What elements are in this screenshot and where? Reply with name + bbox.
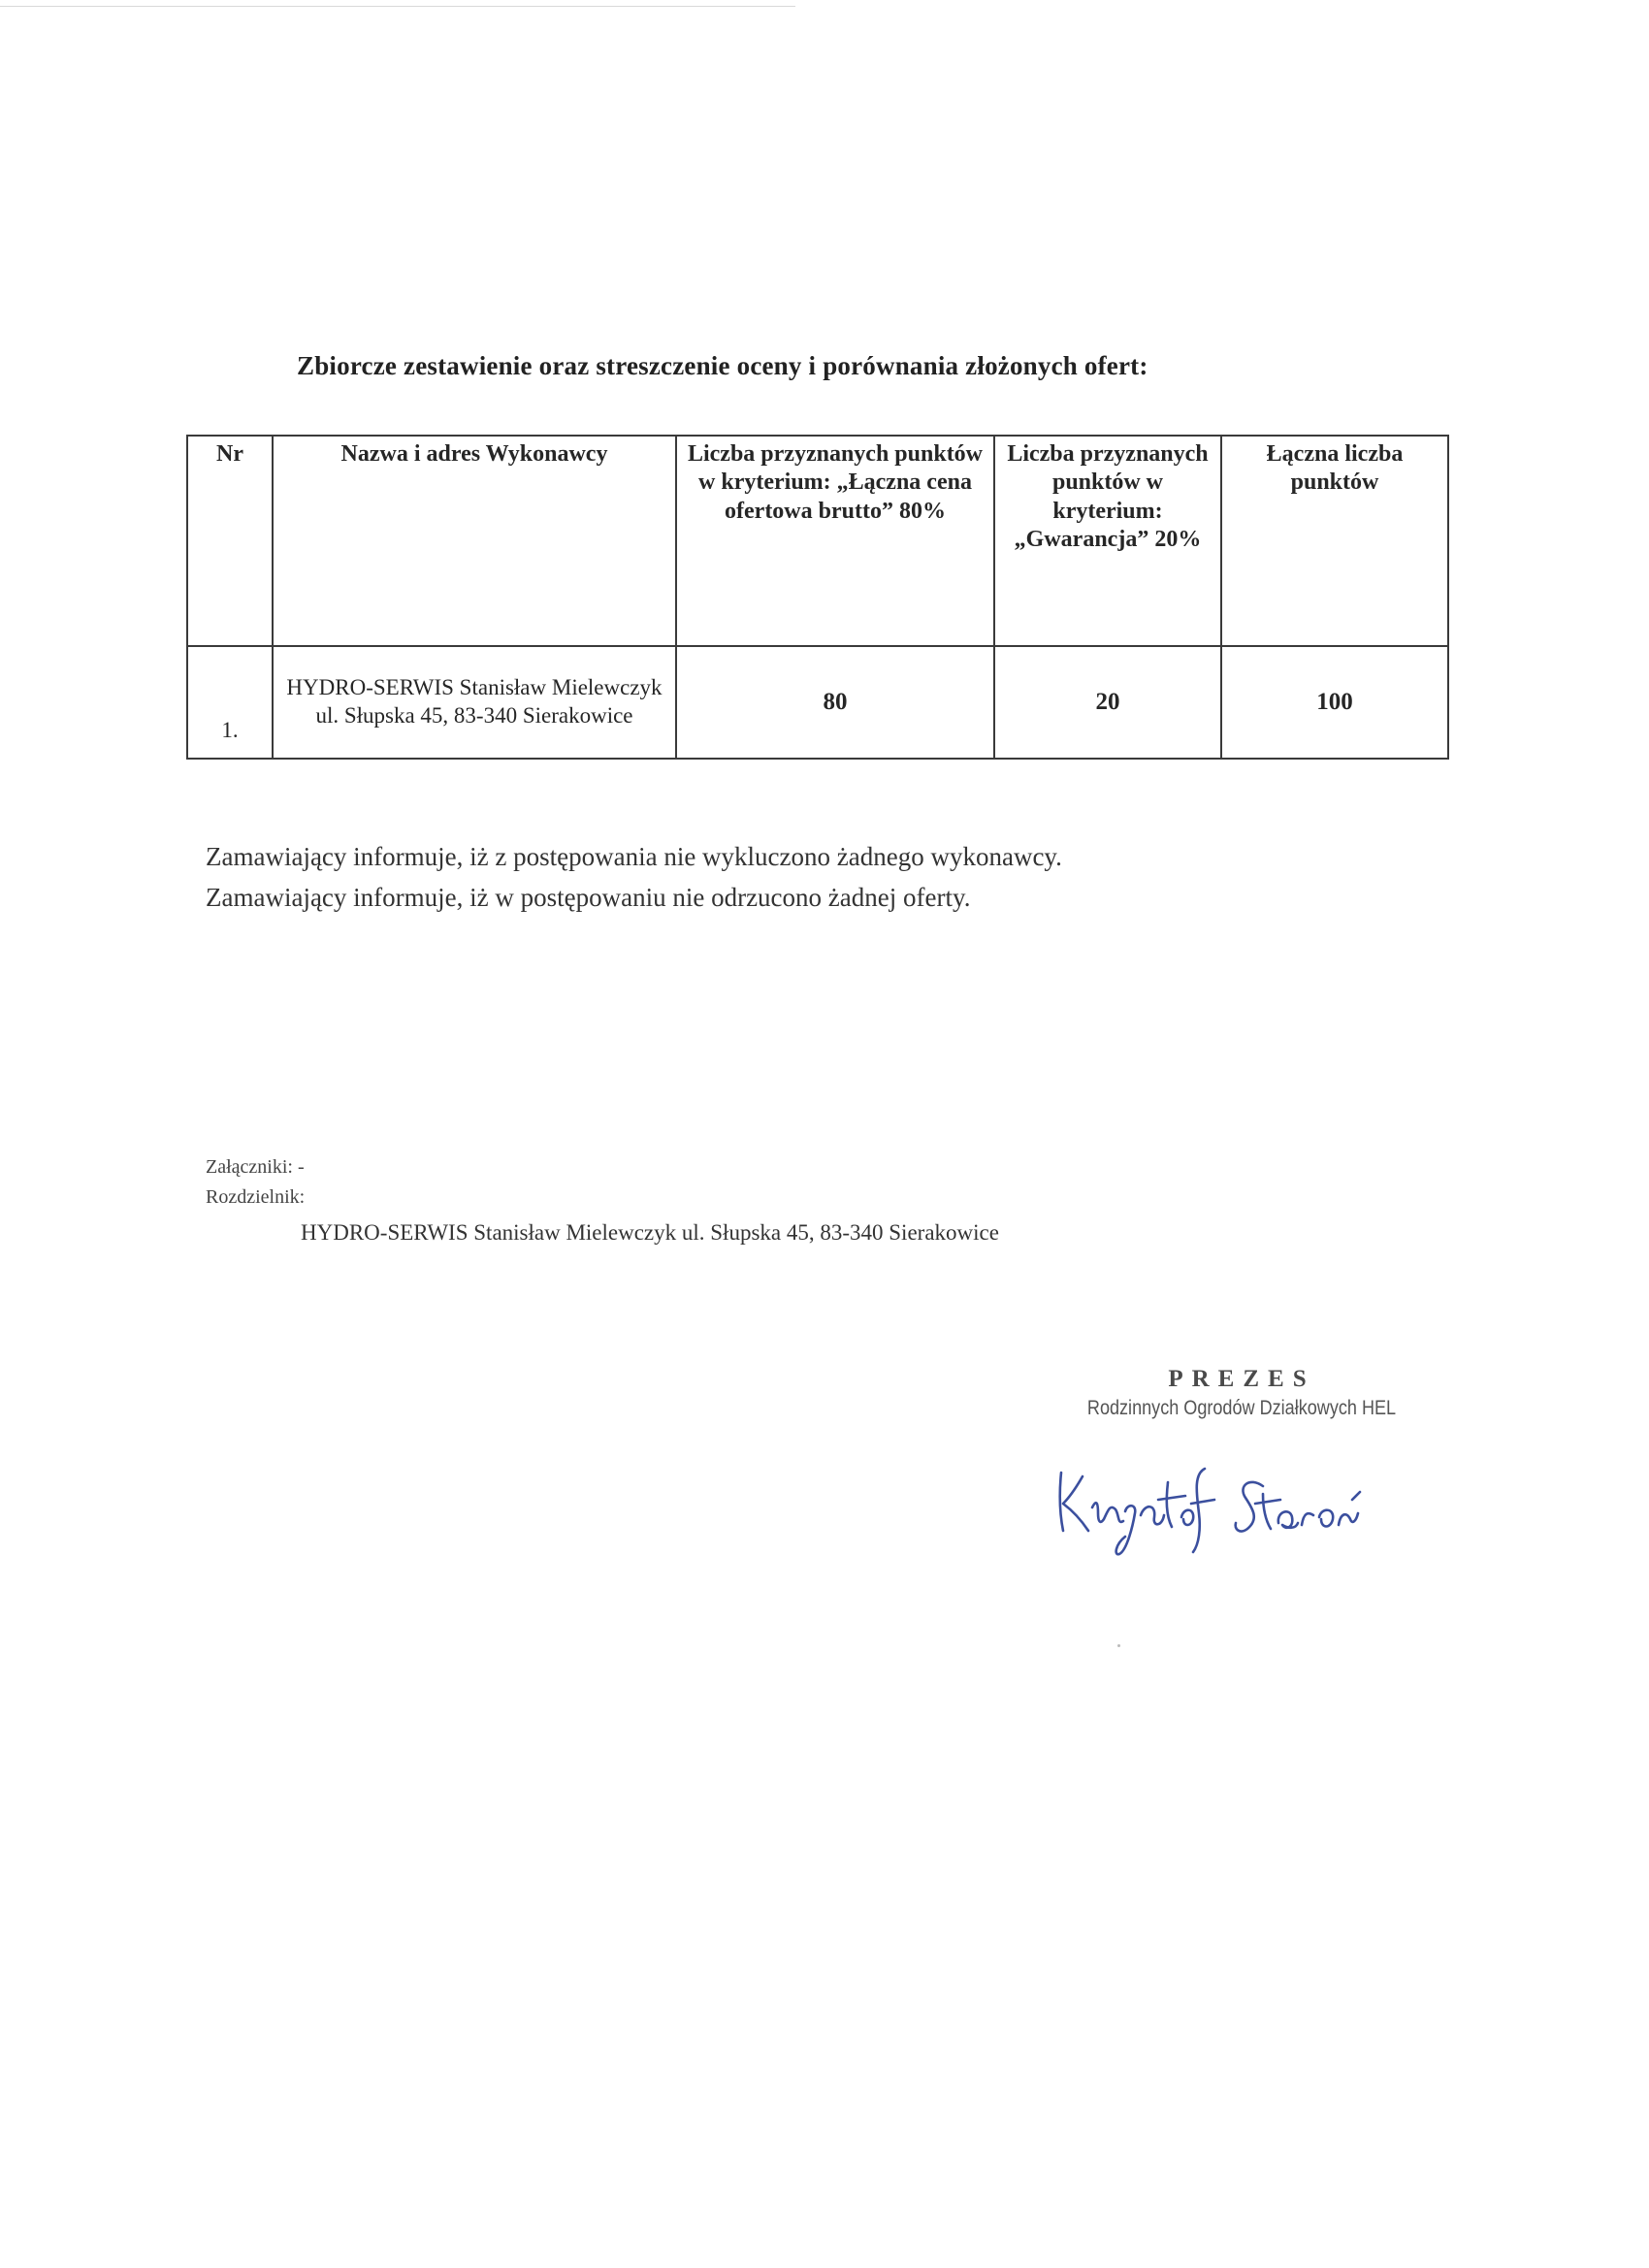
attachments-block [206,1152,305,1213]
row-warranty-points: 20 [994,646,1221,759]
table-header-row [187,436,1448,646]
distribution-label: Rozdzielnik: [206,1186,306,1208]
official-stamp [1048,1366,1436,1420]
row-nr: 1. [187,646,273,759]
header-warranty-criterion: Liczba przyznanych punktów w kryterium: „Gwarancja” 20% [994,436,1221,646]
distribution-recipient: HYDRO-SERWIS Stanisław Mielewczyk ul. Słupska 45, 83-340 Sierakowice [301,1220,999,1245]
document-heading: Zbiorcze zestawienie oraz streszczenie oceny i porównania złożonych ofert: [297,351,1148,380]
stamp-title: PREZES [1168,1366,1315,1392]
information-block [206,836,1062,918]
info-line-no-exclusions: Zamawiający informuje, iż z postępowania nie wykluczono żadnego wykonawcy. [206,842,1062,871]
scan-speck [1117,1644,1120,1647]
scan-edge-line [0,6,795,7]
row-price-points: 80 [676,646,994,759]
row-contractor: HYDRO-SERWIS Stanisław Mielewczyk ul. Słupska 45, 83-340 Sierakowice [273,646,676,759]
table-row [187,646,1448,759]
offers-table [186,435,1449,760]
header-total-points: Łączna liczba punktów [1221,436,1448,646]
header-contractor: Nazwa i adres Wykonawcy [273,436,676,646]
info-line-no-rejections: Zamawiający informuje, iż w postępowaniu nie odrzucono żadnej oferty. [206,883,971,912]
stamp-organization: Rodzinnych Ogrodów Działkowych HEL [1086,1397,1397,1419]
handwritten-signature [1048,1436,1397,1562]
attachments-label: Załączniki: - [206,1156,305,1178]
row-total-points: 100 [1221,646,1448,759]
header-price-criterion: Liczba przyznanych punktów w kryterium: „Łączna cena ofertowa brutto” 80% [676,436,994,646]
header-nr: Nr [187,436,273,646]
